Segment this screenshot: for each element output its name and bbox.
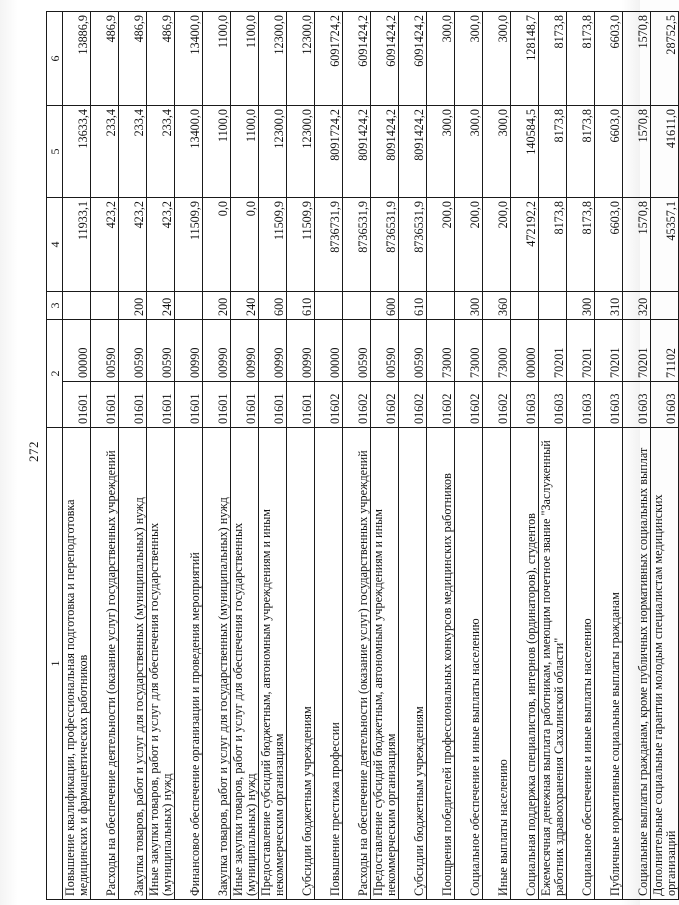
row-expense-type: 300: [567, 292, 595, 320]
row-value-col4: 8736731,9: [315, 198, 343, 292]
table-row: [175, 12, 203, 900]
row-section-code: 01601: [63, 382, 91, 428]
header-col-4: 4: [47, 198, 63, 292]
row-section-code: 01602: [315, 382, 343, 428]
row-section-code: 01601: [175, 382, 203, 428]
row-value-col5: 8091424,2: [343, 106, 371, 198]
row-expense-type: 240: [231, 292, 259, 320]
row-expense-type: 200: [203, 292, 231, 320]
row-section-code: 01601: [287, 382, 315, 428]
row-value-col5: 1100,0: [203, 106, 231, 198]
row-name-cell: Иные закупки товаров, работ и услуг для обеспечения государственных (муниципальных) нужд: [231, 428, 259, 900]
table-row: [371, 12, 399, 900]
row-expense-type: [651, 292, 679, 320]
row-name-cell: Публичные нормативные социальные выплаты гражданам: [595, 428, 623, 900]
row-value-col5: 1100,0: [231, 106, 259, 198]
row-value-col5: 233,4: [147, 106, 175, 198]
row-value-col4: 6603,0: [595, 198, 623, 292]
rotated-document: [20, 5, 678, 900]
row-expense-type: 600: [259, 292, 287, 320]
row-value-col4: 8173,8: [567, 198, 595, 292]
header-col-5: 5: [47, 106, 63, 198]
row-value-col5: 41611,0: [651, 106, 679, 198]
row-name-cell: Субсидии бюджетным учреждениям: [399, 428, 427, 900]
row-article-code: 00990: [259, 320, 287, 382]
row-value-col5: 13400,0: [175, 106, 203, 198]
table-row: [63, 12, 91, 900]
row-value-col4: 200,0: [427, 198, 455, 292]
table-row: [651, 12, 679, 900]
row-value-col6: 13886,9: [63, 12, 91, 106]
table-header-row: [47, 12, 63, 900]
row-value-col4: 0,0: [231, 198, 259, 292]
row-expense-type: [511, 292, 539, 320]
row-expense-type: 360: [483, 292, 511, 320]
row-section-code: 01602: [343, 382, 371, 428]
row-value-col6: 13400,0: [175, 12, 203, 106]
row-value-col5: 140584,5: [511, 106, 539, 198]
row-section-code: 01602: [371, 382, 399, 428]
row-value-col4: 1570,8: [623, 198, 651, 292]
row-section-code: 01603: [567, 382, 595, 428]
row-section-code: 01601: [147, 382, 175, 428]
table-row: [623, 12, 651, 900]
row-name-cell: Закупка товаров, работ и услуг для государственных (муниципальных) нужд: [119, 428, 147, 900]
row-value-col6: 128148,7: [511, 12, 539, 106]
table-row: [455, 12, 483, 900]
row-value-col4: 423,2: [147, 198, 175, 292]
row-value-col4: 45357,1: [651, 198, 679, 292]
row-article-code: 00000: [63, 320, 91, 382]
row-value-col5: 8173,8: [567, 106, 595, 198]
table-row: [399, 12, 427, 900]
row-value-col6: 6603,0: [595, 12, 623, 106]
row-name-cell: Расходы на обеспечение деятельности (оказание услуг) государственных учреждений: [343, 428, 371, 900]
row-article-code: 00990: [203, 320, 231, 382]
row-value-col5: 6603,0: [595, 106, 623, 198]
row-expense-type: 310: [595, 292, 623, 320]
row-name-cell: Социальные выплаты гражданам, кроме публичных нормативных социальных выплат: [623, 428, 651, 900]
row-value-col6: 1100,0: [231, 12, 259, 106]
row-article-code: 00590: [91, 320, 119, 382]
row-value-col4: 423,2: [119, 198, 147, 292]
row-value-col4: 0,0: [203, 198, 231, 292]
row-section-code: 01603: [651, 382, 679, 428]
table-row: [567, 12, 595, 900]
row-value-col4: 8736531,9: [399, 198, 427, 292]
row-value-col5: 300,0: [427, 106, 455, 198]
table-row: [511, 12, 539, 900]
table-row: [595, 12, 623, 900]
row-value-col4: 11509,9: [287, 198, 315, 292]
row-value-col6: 8173,8: [567, 12, 595, 106]
header-col-1: 1: [47, 428, 63, 900]
row-expense-type: 300: [455, 292, 483, 320]
row-value-col6: 6091424,2: [343, 12, 371, 106]
row-value-col6: 6091424,2: [399, 12, 427, 106]
row-expense-type: 610: [287, 292, 315, 320]
row-section-code: 01603: [511, 382, 539, 428]
row-expense-type: [63, 292, 91, 320]
row-value-col5: 233,4: [119, 106, 147, 198]
row-article-code: 73000: [427, 320, 455, 382]
row-article-code: 70201: [595, 320, 623, 382]
row-value-col6: 12300,0: [259, 12, 287, 106]
row-name-cell: Иные закупки товаров, работ и услуг для обеспечения государственных (муниципальных) нужд: [147, 428, 175, 900]
row-name-cell: Поощрения победителей профессиональных конкурсов медицинских работников: [427, 428, 455, 900]
row-article-code: 00590: [399, 320, 427, 382]
row-article-code: 00590: [343, 320, 371, 382]
row-value-col4: 11933,1: [63, 198, 91, 292]
row-value-col5: 8091424,2: [371, 106, 399, 198]
row-value-col6: 486,9: [147, 12, 175, 106]
row-name-cell: Социальная поддержка специалистов, интернов (ординаторов), студентов: [511, 428, 539, 900]
row-section-code: 01603: [595, 382, 623, 428]
row-value-col6: 6091724,2: [315, 12, 343, 106]
row-section-code: 01602: [455, 382, 483, 428]
row-article-code: 00590: [119, 320, 147, 382]
header-col-2: 2: [47, 320, 63, 428]
table-row: [203, 12, 231, 900]
row-article-code: 00000: [511, 320, 539, 382]
row-article-code: 71102: [651, 320, 679, 382]
table-row: [539, 12, 567, 900]
row-name-cell: Ежемесячная денежная выплата работникам, имеющим почетное звание "Заслуженный работник здравоохранения Сахалинской области": [539, 428, 567, 900]
row-expense-type: [315, 292, 343, 320]
table-row: [147, 12, 175, 900]
row-section-code: 01601: [91, 382, 119, 428]
table-row: [483, 12, 511, 900]
row-value-col6: 28752,5: [651, 12, 679, 106]
row-value-col6: 486,9: [91, 12, 119, 106]
row-name-cell: Расходы на обеспечение деятельности (оказание услуг) государственных учреждений: [91, 428, 119, 900]
row-value-col4: 8736531,9: [343, 198, 371, 292]
row-article-code: 70201: [539, 320, 567, 382]
table-row: [287, 12, 315, 900]
row-value-col5: 8091424,2: [399, 106, 427, 198]
page-number: 272: [26, 441, 41, 462]
row-value-col4: 200,0: [455, 198, 483, 292]
row-article-code: 73000: [483, 320, 511, 382]
table-row: [91, 12, 119, 900]
header-col-3: 3: [47, 292, 63, 320]
row-name-cell: Социальное обеспечение и иные выплаты населению: [455, 428, 483, 900]
row-name-cell: Финансовое обеспечение организации и проведения мероприятий: [175, 428, 203, 900]
row-name-cell: Иные выплаты населению: [483, 428, 511, 900]
row-value-col6: 300,0: [483, 12, 511, 106]
row-value-col5: 300,0: [455, 106, 483, 198]
row-value-col6: 8173,8: [539, 12, 567, 106]
row-value-col4: 11509,9: [259, 198, 287, 292]
row-section-code: 01602: [483, 382, 511, 428]
row-value-col4: 423,2: [91, 198, 119, 292]
row-value-col4: 200,0: [483, 198, 511, 292]
row-value-col6: 486,9: [119, 12, 147, 106]
row-value-col6: 1570,8: [623, 12, 651, 106]
row-article-code: 00000: [315, 320, 343, 382]
row-value-col4: 11509,9: [175, 198, 203, 292]
row-name-cell: Закупка товаров, работ и услуг для государственных (муниципальных) нужд: [203, 428, 231, 900]
row-expense-type: [175, 292, 203, 320]
row-expense-type: [539, 292, 567, 320]
row-expense-type: 610: [399, 292, 427, 320]
row-value-col5: 13633,4: [63, 106, 91, 198]
row-section-code: 01602: [399, 382, 427, 428]
row-name-cell: Социальное обеспечение и иные выплаты населению: [567, 428, 595, 900]
row-value-col6: 6091424,2: [371, 12, 399, 106]
row-value-col6: 12300,0: [287, 12, 315, 106]
table-row: [259, 12, 287, 900]
table-row: [231, 12, 259, 900]
row-name-cell: Повышение престижа профессии: [315, 428, 343, 900]
row-article-code: 00590: [147, 320, 175, 382]
budget-table: [46, 11, 679, 900]
row-name-cell: Субсидии бюджетным учреждениям: [287, 428, 315, 900]
row-name-cell: Предоставление субсидий бюджетным, автономным учреждениям и иным некоммерческим организациям: [371, 428, 399, 900]
row-value-col5: 8091724,2: [315, 106, 343, 198]
row-value-col4: 8736531,9: [371, 198, 399, 292]
row-article-code: 00990: [175, 320, 203, 382]
row-article-code: 00590: [371, 320, 399, 382]
row-section-code: 01603: [539, 382, 567, 428]
row-expense-type: [427, 292, 455, 320]
row-expense-type: [91, 292, 119, 320]
row-value-col5: 233,4: [91, 106, 119, 198]
table-row: [343, 12, 371, 900]
row-value-col6: 300,0: [427, 12, 455, 106]
row-expense-type: 600: [371, 292, 399, 320]
row-section-code: 01601: [259, 382, 287, 428]
row-value-col5: 300,0: [483, 106, 511, 198]
row-expense-type: 240: [147, 292, 175, 320]
row-value-col4: 8173,8: [539, 198, 567, 292]
row-article-code: 00990: [287, 320, 315, 382]
row-section-code: 01601: [231, 382, 259, 428]
row-value-col6: 1100,0: [203, 12, 231, 106]
row-section-code: 01603: [623, 382, 651, 428]
row-section-code: 01602: [427, 382, 455, 428]
row-name-cell: Повышение квалификации, профессиональная подготовка и переподготовка медицинских и фармацевтических работников: [63, 428, 91, 900]
row-expense-type: [343, 292, 371, 320]
header-col-6: 6: [47, 12, 63, 106]
row-article-code: 00990: [231, 320, 259, 382]
row-section-code: 01601: [203, 382, 231, 428]
table-row: [315, 12, 343, 900]
row-section-code: 01601: [119, 382, 147, 428]
row-name-cell: Дополнительные социальные гарантии молодым специалистам медицинских организаций: [651, 428, 679, 900]
row-value-col5: 12300,0: [259, 106, 287, 198]
row-expense-type: 320: [623, 292, 651, 320]
table-row: [427, 12, 455, 900]
table-row: [119, 12, 147, 900]
row-value-col5: 12300,0: [287, 106, 315, 198]
row-article-code: 73000: [455, 320, 483, 382]
row-article-code: 70201: [623, 320, 651, 382]
row-name-cell: Предоставление субсидий бюджетным, автономным учреждениям и иным некоммерческим организациям: [259, 428, 287, 900]
row-value-col5: 8173,8: [539, 106, 567, 198]
row-article-code: 70201: [567, 320, 595, 382]
row-value-col5: 1570,8: [623, 106, 651, 198]
row-value-col4: 472192,2: [511, 198, 539, 292]
row-value-col6: 300,0: [455, 12, 483, 106]
row-expense-type: 200: [119, 292, 147, 320]
